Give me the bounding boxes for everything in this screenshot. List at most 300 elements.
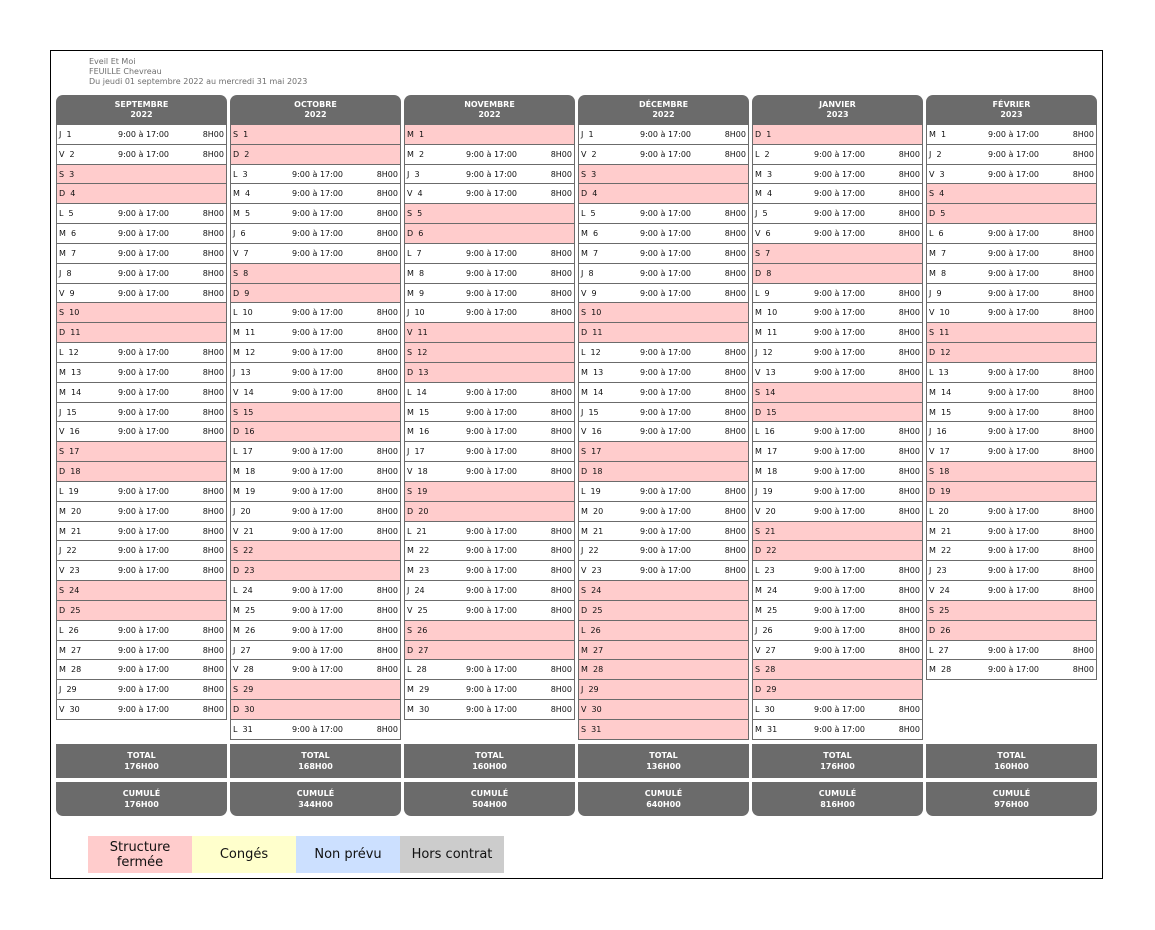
- day-label: D 15: [755, 407, 777, 417]
- day-duration: 8H00: [202, 546, 224, 556]
- day-duration: 8H00: [898, 467, 920, 477]
- day-hours: 9:00 à 17:00: [814, 229, 866, 239]
- day-hours: 9:00 à 17:00: [292, 308, 344, 318]
- month-name: OCTOBRE: [294, 100, 337, 109]
- day-hours: 9:00 à 17:00: [988, 566, 1040, 576]
- day-duration: 8H00: [202, 685, 224, 695]
- day-row: [57, 125, 226, 145]
- day-hours: 9:00 à 17:00: [988, 427, 1040, 437]
- month-header: [56, 95, 227, 125]
- day-duration: 8H00: [898, 348, 920, 358]
- total-value: 160H00: [994, 762, 1029, 771]
- day-hours: 9:00 à 17:00: [814, 149, 866, 159]
- day-row: [231, 641, 400, 661]
- legend-item: [88, 836, 192, 873]
- day-label: L 26: [59, 625, 79, 635]
- day-hours: 9:00 à 17:00: [118, 625, 170, 635]
- day-hours: 9:00 à 17:00: [988, 546, 1040, 556]
- day-row: [57, 541, 226, 561]
- day-hours: 9:00 à 17:00: [988, 149, 1040, 159]
- day-row: [405, 561, 574, 581]
- day-hours: 9:00 à 17:00: [640, 367, 692, 377]
- day-duration: 8H00: [376, 229, 398, 239]
- period-text: Du jeudi 01 septembre 2022 au mercredi 31 mai 2023: [89, 77, 308, 86]
- day-row: [57, 601, 226, 621]
- day-label: M 21: [929, 526, 952, 536]
- day-label: D 25: [581, 605, 603, 615]
- day-hours: 9:00 à 17:00: [118, 229, 170, 239]
- day-row: [579, 442, 748, 462]
- day-label: S 14: [755, 387, 776, 397]
- day-duration: 8H00: [898, 308, 920, 318]
- day-label: L 27: [929, 645, 949, 655]
- day-label: V 16: [59, 427, 80, 437]
- day-hours: 9:00 à 17:00: [292, 169, 344, 179]
- legend-label-line1: Non prévu: [314, 847, 382, 862]
- day-row: [753, 541, 922, 561]
- day-hours: 9:00 à 17:00: [640, 130, 692, 139]
- day-row: [405, 621, 574, 641]
- day-duration: 8H00: [550, 169, 572, 179]
- day-hours: 9:00 à 17:00: [292, 526, 344, 536]
- day-row: [753, 343, 922, 363]
- day-hours: 9:00 à 17:00: [814, 566, 866, 576]
- day-row: [231, 522, 400, 542]
- legend-label-line1: Congés: [219, 847, 269, 862]
- total-label: TOTAL: [475, 751, 504, 760]
- day-label: L 31: [233, 724, 253, 734]
- day-row: [927, 601, 1096, 621]
- day-label: V 16: [581, 427, 602, 437]
- day-row: [231, 561, 400, 581]
- day-duration: 8H00: [898, 209, 920, 219]
- day-hours: 9:00 à 17:00: [466, 288, 518, 298]
- day-label: V 23: [581, 566, 602, 576]
- day-hours: 9:00 à 17:00: [292, 625, 344, 635]
- day-label: M 22: [929, 546, 952, 556]
- cumul-value: 344H00: [298, 800, 333, 809]
- day-duration: 8H00: [1072, 665, 1094, 675]
- month-name: DÉCEMBRE: [638, 100, 689, 109]
- day-duration: 8H00: [724, 288, 746, 298]
- day-label: L 7: [407, 248, 422, 258]
- day-label: M 13: [59, 367, 82, 377]
- day-list: [404, 125, 575, 720]
- day-row: [57, 502, 226, 522]
- day-duration: 8H00: [1072, 526, 1094, 536]
- day-label: L 5: [581, 209, 596, 219]
- day-label: S 25: [929, 605, 950, 615]
- day-row: [57, 303, 226, 323]
- day-label: L 6: [929, 229, 944, 239]
- day-hours: 9:00 à 17:00: [292, 447, 344, 457]
- day-label: J 17: [407, 447, 425, 457]
- day-row: [231, 145, 400, 165]
- month-total: [56, 744, 227, 778]
- day-label: M 20: [581, 506, 604, 516]
- day-row: [579, 522, 748, 542]
- day-label: L 26: [581, 625, 601, 635]
- day-duration: 8H00: [724, 566, 746, 576]
- day-duration: 8H00: [550, 546, 572, 556]
- day-hours: 9:00 à 17:00: [814, 486, 866, 496]
- day-label: D 25: [59, 605, 81, 615]
- day-row: [231, 502, 400, 522]
- day-duration: 8H00: [550, 566, 572, 576]
- day-hours: 9:00 à 17:00: [118, 645, 170, 655]
- day-row: [579, 323, 748, 343]
- day-row: [57, 482, 226, 502]
- day-row: [753, 284, 922, 304]
- day-hours: 9:00 à 17:00: [466, 189, 518, 199]
- day-row: [579, 462, 748, 482]
- day-row: [57, 323, 226, 343]
- month-total: [752, 744, 923, 778]
- month-header: [752, 95, 923, 125]
- day-row: [231, 343, 400, 363]
- day-row: [927, 403, 1096, 423]
- day-duration: 8H00: [202, 566, 224, 576]
- day-label: J 2: [929, 149, 942, 159]
- day-row: [753, 165, 922, 185]
- cumul-value: 816H00: [820, 800, 855, 809]
- day-duration: 8H00: [1072, 506, 1094, 516]
- day-duration: 8H00: [376, 605, 398, 615]
- day-label: L 12: [59, 348, 79, 358]
- day-row: [753, 125, 922, 145]
- day-row: [753, 422, 922, 442]
- day-hours: 9:00 à 17:00: [118, 486, 170, 496]
- day-row: [579, 125, 748, 145]
- day-row: [927, 660, 1096, 680]
- day-duration: 8H00: [550, 387, 572, 397]
- day-duration: 8H00: [898, 447, 920, 457]
- total-value: 136H00: [646, 762, 681, 771]
- day-label: M 27: [59, 645, 82, 655]
- day-hours: 9:00 à 17:00: [988, 645, 1040, 655]
- day-hours: 9:00 à 17:00: [118, 685, 170, 695]
- day-label: M 14: [59, 387, 82, 397]
- day-hours: 9:00 à 17:00: [292, 328, 344, 338]
- day-row: [579, 641, 748, 661]
- day-label: M 14: [929, 387, 952, 397]
- day-label: M 24: [755, 586, 778, 596]
- day-row: [405, 403, 574, 423]
- day-hours: 9:00 à 17:00: [118, 546, 170, 556]
- day-row: [753, 323, 922, 343]
- day-row: [231, 204, 400, 224]
- day-list: [752, 125, 923, 740]
- day-row: [579, 601, 748, 621]
- day-row: [57, 145, 226, 165]
- total-value: 176H00: [820, 762, 855, 771]
- day-hours: 9:00 à 17:00: [292, 665, 344, 675]
- day-label: L 21: [407, 526, 427, 536]
- day-hours: 9:00 à 17:00: [292, 506, 344, 516]
- day-row: [405, 482, 574, 502]
- day-hours: 9:00 à 17:00: [814, 427, 866, 437]
- day-row: [579, 145, 748, 165]
- day-label: M 7: [59, 248, 77, 258]
- day-row: [405, 581, 574, 601]
- day-duration: 8H00: [202, 407, 224, 417]
- day-row: [405, 363, 574, 383]
- day-duration: 8H00: [550, 407, 572, 417]
- day-duration: 8H00: [1072, 248, 1094, 258]
- day-hours: 9:00 à 17:00: [466, 149, 518, 159]
- day-duration: 8H00: [376, 447, 398, 457]
- day-label: D 5: [929, 209, 946, 219]
- month-year: 2022: [652, 110, 675, 119]
- day-hours: 9:00 à 17:00: [988, 387, 1040, 397]
- day-duration: 8H00: [376, 209, 398, 219]
- day-duration: 8H00: [550, 447, 572, 457]
- day-label: J 12: [755, 348, 773, 358]
- day-label: V 30: [581, 705, 602, 715]
- day-hours: 9:00 à 17:00: [292, 348, 344, 358]
- day-duration: 8H00: [376, 645, 398, 655]
- day-label: J 23: [929, 566, 947, 576]
- day-label: J 6: [233, 229, 246, 239]
- day-label: D 20: [407, 506, 429, 516]
- day-label: M 18: [233, 467, 256, 477]
- day-row: [753, 303, 922, 323]
- day-row: [579, 284, 748, 304]
- day-hours: 9:00 à 17:00: [988, 447, 1040, 457]
- day-label: S 17: [59, 447, 80, 457]
- month-name: SEPTEMBRE: [114, 100, 169, 109]
- day-label: S 21: [755, 526, 776, 536]
- day-row: [579, 422, 748, 442]
- day-hours: 9:00 à 17:00: [640, 209, 692, 219]
- day-row: [231, 442, 400, 462]
- day-list: [56, 125, 227, 720]
- day-label: M 4: [755, 189, 773, 199]
- day-hours: 9:00 à 17:00: [640, 427, 692, 437]
- day-hours: 9:00 à 17:00: [814, 328, 866, 338]
- total-value: 176H00: [124, 762, 159, 771]
- day-row: [753, 621, 922, 641]
- day-hours: 9:00 à 17:00: [118, 407, 170, 417]
- month-cumul: [230, 782, 401, 816]
- day-duration: 8H00: [724, 130, 746, 139]
- day-row: [579, 184, 748, 204]
- day-row: [579, 224, 748, 244]
- day-label: V 30: [59, 705, 80, 715]
- day-hours: 9:00 à 17:00: [118, 149, 170, 159]
- day-label: D 9: [233, 288, 250, 298]
- day-duration: 8H00: [376, 665, 398, 675]
- day-row: [927, 502, 1096, 522]
- day-duration: 8H00: [724, 486, 746, 496]
- day-duration: 8H00: [202, 288, 224, 298]
- day-hours: 9:00 à 17:00: [814, 209, 866, 219]
- legend-label: [412, 847, 493, 862]
- day-duration: 8H00: [202, 348, 224, 358]
- day-hours: 9:00 à 17:00: [640, 526, 692, 536]
- day-duration: 8H00: [202, 427, 224, 437]
- day-hours: 9:00 à 17:00: [640, 229, 692, 239]
- day-row: [405, 323, 574, 343]
- day-label: S 1: [233, 130, 249, 139]
- total-label: TOTAL: [823, 751, 852, 760]
- day-hours: 9:00 à 17:00: [466, 665, 518, 675]
- day-label: D 6: [407, 229, 424, 239]
- day-row: [753, 660, 922, 680]
- day-row: [579, 244, 748, 264]
- day-hours: 9:00 à 17:00: [466, 546, 518, 556]
- legend-label: [220, 847, 268, 862]
- day-row: [753, 581, 922, 601]
- month-cumul: [752, 782, 923, 816]
- day-duration: 8H00: [1072, 308, 1094, 318]
- day-label: V 2: [59, 149, 75, 159]
- day-list: [926, 125, 1097, 680]
- day-label: L 12: [581, 348, 601, 358]
- day-row: [927, 442, 1096, 462]
- day-hours: 9:00 à 17:00: [118, 566, 170, 576]
- day-row: [231, 224, 400, 244]
- day-label: M 9: [407, 288, 425, 298]
- day-duration: 8H00: [1072, 149, 1094, 159]
- legend-label-line2: fermée: [116, 854, 164, 870]
- day-row: [927, 462, 1096, 482]
- day-label: J 26: [755, 625, 773, 635]
- day-label: M 11: [755, 328, 778, 338]
- month-name: NOVEMBRE: [464, 100, 515, 109]
- day-hours: 9:00 à 17:00: [814, 169, 866, 179]
- day-duration: 8H00: [550, 586, 572, 596]
- day-row: [753, 383, 922, 403]
- day-label: V 21: [233, 526, 254, 536]
- day-label: J 1: [59, 130, 72, 139]
- day-row: [57, 343, 226, 363]
- month-year: 2023: [1000, 110, 1023, 119]
- day-label: V 13: [755, 367, 776, 377]
- day-label: J 13: [233, 367, 251, 377]
- day-label: D 12: [929, 348, 951, 358]
- day-label: M 30: [407, 705, 430, 715]
- day-duration: 8H00: [1072, 387, 1094, 397]
- day-label: M 18: [755, 467, 778, 477]
- day-row: [753, 700, 922, 720]
- day-duration: 8H00: [376, 467, 398, 477]
- day-hours: 9:00 à 17:00: [292, 387, 344, 397]
- month-total: [404, 744, 575, 778]
- day-duration: 8H00: [724, 268, 746, 278]
- child-name: FEUILLE Chevreau: [89, 67, 162, 76]
- cumul-label: CUMULÉ: [122, 789, 161, 798]
- day-duration: 8H00: [898, 705, 920, 715]
- day-hours: 9:00 à 17:00: [814, 288, 866, 298]
- day-label: M 8: [407, 268, 425, 278]
- day-row: [579, 403, 748, 423]
- day-row: [405, 680, 574, 700]
- day-duration: 8H00: [898, 427, 920, 437]
- day-label: J 27: [233, 645, 251, 655]
- day-hours: 9:00 à 17:00: [814, 308, 866, 318]
- day-hours: 9:00 à 17:00: [466, 248, 518, 258]
- day-row: [927, 482, 1096, 502]
- day-duration: 8H00: [898, 566, 920, 576]
- day-label: S 8: [233, 268, 249, 278]
- day-hours: 9:00 à 17:00: [466, 308, 518, 318]
- day-duration: 8H00: [202, 526, 224, 536]
- day-label: V 2: [581, 149, 597, 159]
- day-label: V 24: [929, 586, 950, 596]
- day-row: [927, 422, 1096, 442]
- day-hours: 9:00 à 17:00: [292, 209, 344, 219]
- day-label: V 23: [59, 566, 80, 576]
- month-column: [404, 95, 575, 720]
- day-hours: 9:00 à 17:00: [640, 288, 692, 298]
- day-label: L 30: [755, 705, 775, 715]
- day-label: M 12: [233, 348, 256, 358]
- day-row: [927, 522, 1096, 542]
- legend: [88, 836, 504, 873]
- day-hours: 9:00 à 17:00: [118, 367, 170, 377]
- day-row: [579, 303, 748, 323]
- day-hours: 9:00 à 17:00: [466, 467, 518, 477]
- day-hours: 9:00 à 17:00: [466, 685, 518, 695]
- day-row: [57, 462, 226, 482]
- day-row: [405, 204, 574, 224]
- day-label: M 28: [929, 665, 952, 675]
- day-hours: 9:00 à 17:00: [640, 149, 692, 159]
- day-label: V 18: [407, 467, 428, 477]
- day-label: D 19: [929, 486, 951, 496]
- day-hours: 9:00 à 17:00: [640, 387, 692, 397]
- day-row: [231, 541, 400, 561]
- document-header: [89, 57, 307, 87]
- day-label: D 30: [233, 705, 255, 715]
- day-row: [231, 581, 400, 601]
- day-duration: 8H00: [898, 625, 920, 635]
- day-hours: 9:00 à 17:00: [292, 367, 344, 377]
- day-duration: 8H00: [1072, 407, 1094, 417]
- day-label: L 17: [233, 447, 253, 457]
- day-label: V 4: [407, 189, 423, 199]
- day-duration: 8H00: [376, 308, 398, 318]
- day-label: M 29: [407, 685, 430, 695]
- day-label: J 1: [581, 130, 594, 139]
- day-label: D 26: [929, 625, 951, 635]
- day-row: [57, 403, 226, 423]
- day-duration: 8H00: [202, 625, 224, 635]
- day-row: [753, 442, 922, 462]
- day-row: [753, 462, 922, 482]
- day-row: [405, 264, 574, 284]
- day-row: [231, 621, 400, 641]
- day-row: [405, 700, 574, 720]
- month-column: [926, 95, 1097, 680]
- day-hours: 9:00 à 17:00: [118, 665, 170, 675]
- day-hours: 9:00 à 17:00: [118, 130, 170, 139]
- day-row: [753, 502, 922, 522]
- month-header: [230, 95, 401, 125]
- day-label: S 24: [581, 586, 602, 596]
- day-duration: 8H00: [898, 169, 920, 179]
- month-cumul: [56, 782, 227, 816]
- day-label: S 28: [755, 665, 776, 675]
- day-duration: 8H00: [202, 506, 224, 516]
- day-hours: 9:00 à 17:00: [466, 526, 518, 536]
- day-label: J 22: [59, 546, 77, 556]
- day-row: [57, 422, 226, 442]
- day-label: M 22: [407, 546, 430, 556]
- day-duration: 8H00: [898, 605, 920, 615]
- day-row: [753, 204, 922, 224]
